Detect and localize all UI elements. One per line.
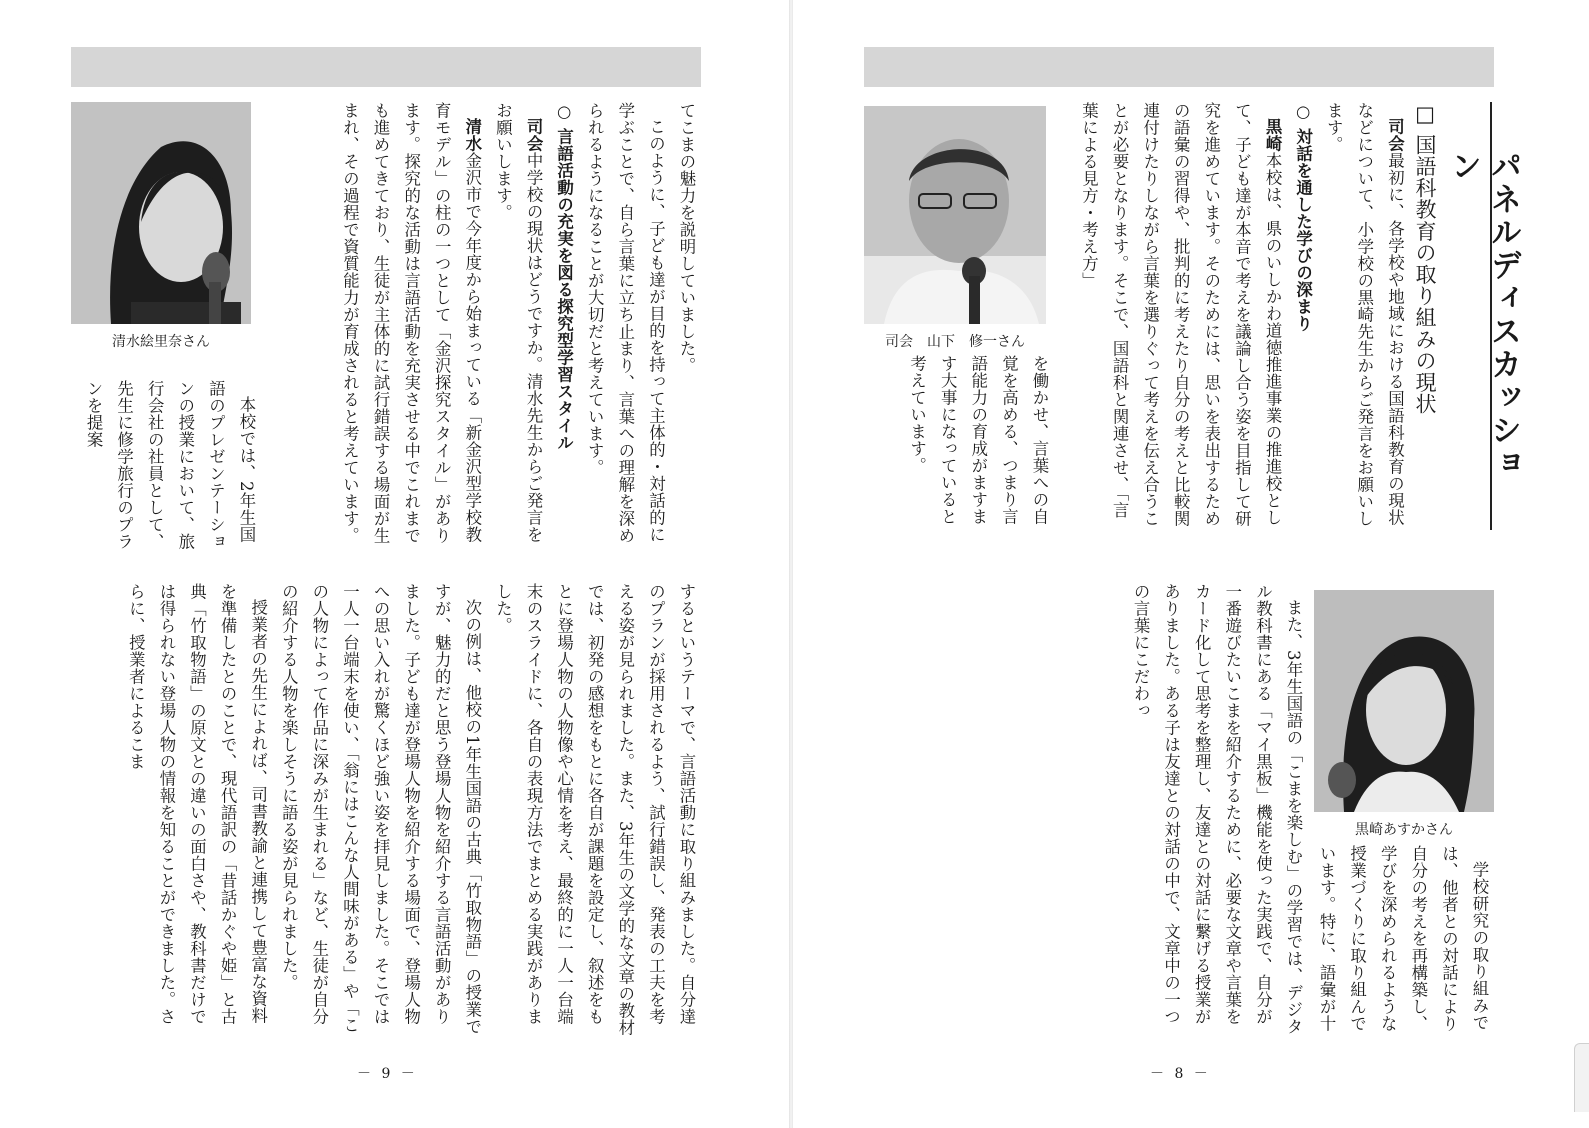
paragraph-text: 学校研究の取り組みでは、他者との対話により自分の考えを再構築し、学びを深められるような授業づくりに取り組んでいます。特に、語彙が十 <box>1317 845 1489 1032</box>
photo-caption-shimizu: 清水絵里奈さん <box>112 334 210 350</box>
paragraph-text: てこまの魅力を説明していました。 <box>677 102 696 374</box>
paragraph-text: 本校は、県のいしかわ道徳推進事業の推進校として、子ども達が本音で考えを議論し合う姿を目指して研究を進めています。そのためには、思いを表出するための語彙の習得や、批判的に考えたり自分の考えと比較関連付けたりしながら言葉を選りぐって考えを伝え合うことが必要となります。そこで、国語科と関連させ、「言葉による見方・考え方」 <box>1079 102 1283 527</box>
speaker-label: 司会 <box>1385 118 1405 153</box>
right-top-text <box>1058 102 1440 532</box>
photo-caption-yamashita: 司会 山下 修一さん <box>885 334 1025 350</box>
paragraph-text: 次の例は、他校の1年生国語の古典「竹取物語」の授業ですが、魅力的だと思う登場人物を紹介する言語活動がありました。子ども達が登場人物を紹介する場面で、登場人物への思い入れが驚くほど強い姿を拝見しました。そこでは一人一台端末を使い、「翁にはこんな人間味がある」や「この人物によって作品に深みが生まれる」など、生徒が自分の紹介する人物を楽しそうに語る姿が見られました。 <box>279 583 482 1036</box>
left-top-text-continued <box>71 380 261 558</box>
right-header-bar <box>864 47 1494 87</box>
paragraph <box>334 102 487 558</box>
left-page <box>0 0 790 1128</box>
paragraph <box>273 583 487 1038</box>
speaker-label: 黒崎 <box>1263 118 1283 153</box>
paragraph-continued: を働かせ、言葉への自覚を高める、つまり言語能力の育成がますます大事になっていると考えています。 <box>907 355 1049 525</box>
paragraph <box>670 102 701 558</box>
right-bottom-text-start <box>1313 845 1494 1038</box>
right-top-text-continued <box>864 355 1054 532</box>
paragraph <box>487 102 548 558</box>
right-page <box>793 0 1589 1128</box>
right-bottom-text <box>864 583 1308 1038</box>
paragraph <box>1073 102 1287 532</box>
portrait-photo-kurosaki <box>1314 590 1494 812</box>
subheading: ○ 対話を通した学びの深まり <box>1293 102 1313 332</box>
paragraph-text: 中学校の現状はどうですか。清水先生からご発言をお願いします。 <box>493 102 544 544</box>
section-heading: □ 国語科教育の取り組みの現状 <box>1413 102 1437 415</box>
paragraph-text: するというテーマで、言語活動に取り組みました。自分達のプランが採用されるよう、試行錯誤し、発表の工夫を考える姿が見られました。また、3年生の文学的な文章の教材では、初発の感想をもとに各自が課題を設定し、叙述をもとに登場人物の人物像や心情を考え、最終的に一人一台端末のスライドに、各自の表現方法でまとめる実践がありました。 <box>493 583 696 1037</box>
paragraph: 本校では、2年生国語のプレゼンテーションの授業において、旅行会社の社員として、先生に修学旅行のプランを提案 <box>84 380 256 550</box>
paragraph-text: 金沢市で今年度から始まっている「新金沢型学校教育モデル」の柱の一つとして「金沢探究スタイル」があります。探究的な活動は言語活動を充実させる中でこれまでも進めてきており、生徒が主体的に試行錯誤する場面が生まれ、その過程で資質能力が育成されると考えています。 <box>340 102 482 544</box>
speaker-label: 清水 <box>462 118 482 153</box>
page-number-9: － 9 － <box>357 1066 418 1082</box>
portrait-photo-shimizu <box>71 102 251 324</box>
panel-discussion-title: パネルディスカッション <box>1445 150 1521 480</box>
paragraph <box>120 583 273 1038</box>
paragraph-text: 授業者の先生によれば、司書教諭と連携して豊富な資料を準備したとのことで、現代語訳の「昔話かぐや姫」と古典「竹取物語」の原文との違いの面白さや、教科書だけでは得られない登場人物の情報を知ることができました。さらに、授業者によるこま <box>126 583 268 1025</box>
paragraph <box>1124 583 1308 1038</box>
left-header-bar <box>71 47 701 87</box>
speaker-label: 司会 <box>524 118 544 153</box>
paragraph-text: 最初に、各学校や地域における国語科教育の現状などについて、小学校の黒崎先生からご発言をお願いします。 <box>1324 102 1405 527</box>
portrait-photo-yamashita <box>864 106 1046 324</box>
left-bottom-text <box>71 583 701 1038</box>
paragraph <box>1313 845 1494 1038</box>
page-number-8: － 8 － <box>1150 1066 1211 1082</box>
paragraph <box>487 583 701 1038</box>
paragraph-text: また、3年生国語の「こまを楽しむ」の学習では、デジタル教科書にある「マイ黒板」機能を使った実践で、自分が一番遊びたいこまを紹介するために、必要な文章や言葉をカード化して思考を整理し、友達との対話に繋げる授業がありました。ある子は友達との対話の中で、文章中の一つの言葉にこだわっ <box>1131 583 1303 1036</box>
paragraph <box>1318 102 1410 532</box>
scroll-handle[interactable] <box>1574 1043 1589 1112</box>
left-top-text <box>264 102 701 558</box>
photo-caption-kurosaki: 黒崎あすかさん <box>1355 822 1453 838</box>
subheading: ○ 言語活動の充実を図る探究型学習スタイル <box>554 102 574 451</box>
paragraph-text: このように、子ども達が目的を持って主体的・対話的に学ぶことで、自ら言葉に立ち止まり、言葉への理解を深められるようになることが大切だと考えています。 <box>585 102 666 544</box>
paragraph <box>579 102 671 558</box>
